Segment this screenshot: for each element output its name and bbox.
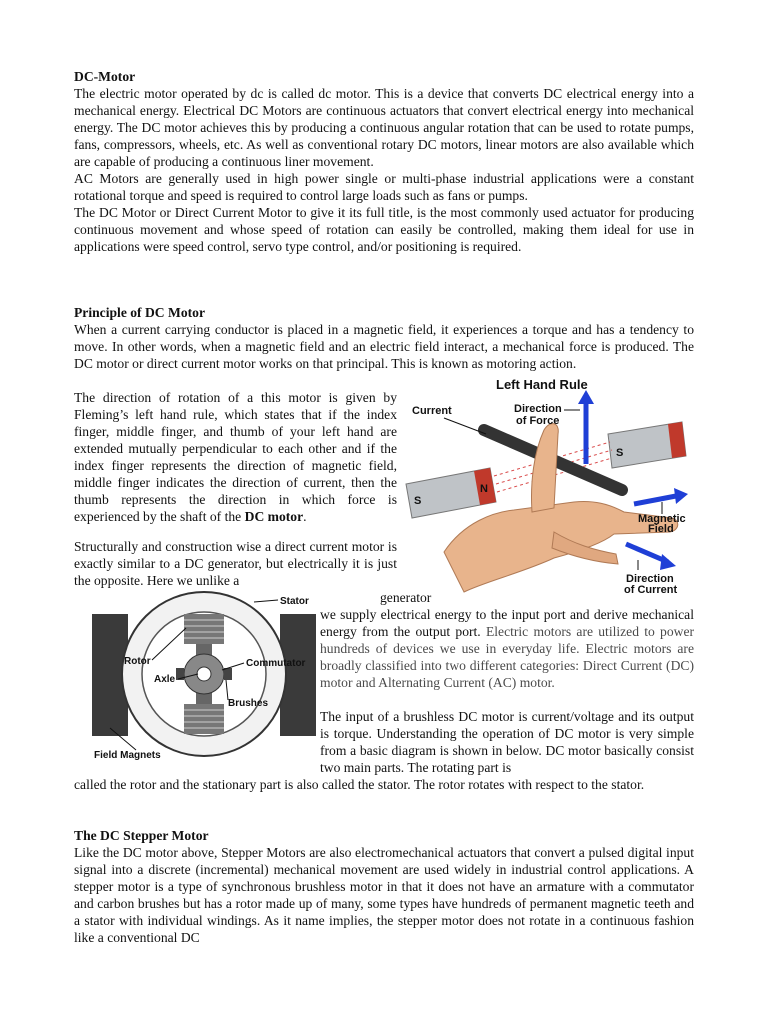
left-hand-rule-figure	[404, 372, 700, 604]
intro-section	[74, 85, 694, 255]
label-stator: Stator	[280, 596, 309, 607]
structural-paragraph: Structurally and construction wise a direct current motor is exactly similar to a DC generator, but electrically it is just the opposite. Here we unlike a	[74, 539, 397, 588]
label-brushes: Brushes	[228, 698, 269, 709]
supply-gray-text: Electric motors are utilized to power hundreds of devices we use in everyday life. Electric motors are broadly classified into two different categories: Direct Current (DC) motor and Alternating Current (AC) motor.	[320, 624, 695, 690]
current-arrow-icon	[626, 544, 676, 570]
rotor-bottom-winding	[184, 704, 224, 734]
label-commutator: Commutator	[246, 658, 306, 669]
lhr-field-label-1: Magnetic	[638, 513, 686, 525]
fleming-paragraph	[74, 389, 397, 525]
lhr-dircur-label-1: Direction	[626, 573, 674, 585]
lhr-title: Left Hand Rule	[496, 377, 588, 392]
field-arrow-icon	[634, 488, 688, 504]
heading-principle: Principle of DC Motor	[74, 305, 205, 320]
fleming-bold: DC motor	[244, 509, 304, 524]
supply-text: we supply electrical energy to the input port and derive mechanical energy from the output port.	[320, 607, 694, 639]
lhr-dircur-label-2: of Current	[624, 584, 678, 596]
lhr-pole-n: N	[480, 483, 488, 495]
fleming-text: The direction of rotation of a this motor is given by Fleming’s left hand rule, which states that if the index finger, middle finger, and thumb of your left hand are extended mutually perpendicular to each other and if the index finger represents the direction of magnetic field, middle finger indicates the direction of current, then the thumb represents the direction in which force is experienced by the shaft of the	[74, 390, 397, 524]
intro-paragraph-1: The electric motor operated by dc is called dc motor. This is a device that converts DC electrical energy into a mechanical energy. Electrical DC Motors are continuous actuators that convert electrical energy into mechanical energy. The DC motor achieves this by producing a continuous angular rotation that can be used to rotate pumps, fans, compressors, wheels, etc. As well as conventional rotary DC motors, linear motors are also available which are capable of producing a continuous liner movement.	[74, 86, 694, 169]
dc-motor-diagram	[86, 588, 322, 768]
brushless-paragraph: The input of a brushless DC motor is current/voltage and its output is torque. Understanding the operation of DC motor is very simple from a basic diagram is shown in below. DC motor basically consist two main parts. The rotating part is	[320, 709, 694, 775]
lhr-force-label-1: Direction	[514, 403, 562, 415]
brush-right	[224, 668, 232, 680]
lhr-force-label-2: of Force	[516, 415, 560, 427]
label-axle: Axle	[154, 674, 176, 685]
rotor-top-winding	[184, 614, 224, 644]
axle-icon	[197, 667, 211, 681]
heading-dc-motor: DC-Motor	[74, 69, 136, 84]
fleming-end: .	[303, 509, 307, 524]
intro-paragraph-3: The DC Motor or Direct Current Motor to give it its full title, is the most commonly used actuator for producing continuous movement and whose speed of rotation can easily be controlled, making them ideal for use in applications were speed control, servo type control, and/or positioning is required.	[74, 205, 694, 254]
force-arrow-icon	[578, 390, 594, 464]
svg-text:S: S	[616, 447, 624, 459]
thumb-icon	[532, 424, 559, 512]
heading-stepper: The DC Stepper Motor	[74, 828, 209, 843]
principle-paragraph: When a current carrying conductor is placed in a magnetic field, it experiences a torque and has a tendency to move. In other words, when a magnetic field and an electric field interact, a mechanical force is produced. The DC motor or direct current motor works on that principal. This is known as motoring action.	[74, 322, 694, 371]
intro-paragraph-2: AC Motors are generally used in high power single or multi-phase industrial applications were a constant rotational torque and speed is required to control large loads such as fans or pumps.	[74, 171, 694, 203]
lhr-pole-s: S	[414, 495, 422, 507]
rotor-stator-paragraph: called the rotor and the stationary part is also called the stator. The rotor rotates with respect to the stator.	[74, 777, 645, 792]
generator-word: generator	[380, 590, 432, 605]
stepper-paragraph: Like the DC motor above, Stepper Motors are also electromechanical actuators that convert a pulsed digital input signal into a discrete (incremental) mechanical movement are used widely in industrial control applications. A stepper motor is a type of synchronous brushless motor in that it does not have an armature with a commutator and carbon brushes but has a rotor made up of many, some types have hundreds of permanent magnetic teeth and a stator with individual windings. As it name implies, the stepper motor does not rotate in a continuous fashion like a conventional DC	[74, 845, 694, 945]
magnet-right-icon	[608, 422, 686, 468]
lhr-current-label: Current	[412, 405, 452, 417]
supply-paragraph	[320, 606, 694, 691]
label-rotor: Rotor	[124, 656, 151, 667]
magnet-left-icon	[406, 468, 496, 518]
lhr-field-label-2: Field	[648, 523, 674, 535]
label-field-magnets: Field Magnets	[94, 750, 161, 761]
